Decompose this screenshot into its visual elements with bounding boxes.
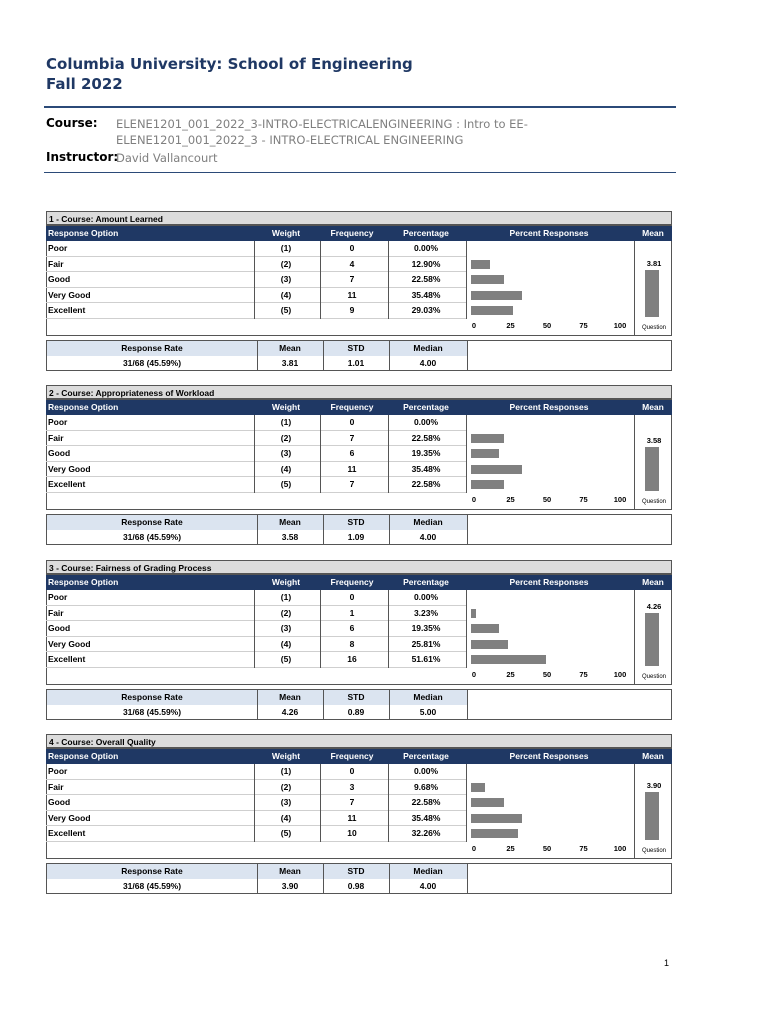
response-bar	[471, 275, 504, 284]
table-row	[46, 621, 466, 637]
summary-header-std: STD	[323, 515, 389, 530]
summary-divider	[257, 690, 258, 719]
summary-std: 0.89	[347, 707, 365, 717]
x-tick-label: 100	[613, 844, 627, 853]
column-divider	[254, 764, 255, 842]
x-tick-label: 50	[542, 321, 552, 330]
row-frequency: 4	[349, 258, 355, 269]
question-axis-label: Question	[641, 499, 666, 505]
row-frequency: 7	[349, 274, 355, 284]
row-percentage: 22.58%	[411, 432, 441, 443]
x-tick-label: 0	[471, 495, 477, 504]
row-weight: (3)	[280, 797, 292, 807]
header-option: Response Option	[48, 228, 119, 238]
summary-table	[46, 863, 672, 894]
response-bar	[471, 640, 508, 649]
summary-divider	[323, 864, 324, 893]
summary-header-mean: Mean	[257, 690, 323, 705]
header-frequency: Frequency	[330, 751, 374, 761]
row-percentage: 25.81%	[411, 638, 441, 649]
summary-std: 1.09	[347, 532, 365, 542]
x-tick-label: 50	[542, 844, 552, 853]
row-option: Fair	[48, 607, 64, 618]
x-tick-label: 100	[613, 321, 627, 330]
table-header-row	[46, 575, 672, 590]
course-value: ELENE1201_001_2022_3-INTRO-ELECTRICALENGINEERING : Intro to EE-ELENE1201_001_2022_3 - INTRO-ELECTRICAL ENGINEERING	[116, 117, 528, 147]
mean-value-label: 3.58	[646, 435, 662, 445]
row-percentage: 19.35%	[411, 448, 441, 458]
header-mean: Mean	[642, 402, 664, 412]
row-percentage: 22.58%	[411, 797, 441, 807]
response-bar	[471, 260, 490, 269]
mean-bar	[645, 792, 659, 840]
summary-header-rate: Response Rate	[47, 515, 257, 530]
table-row	[46, 446, 466, 462]
row-weight: (3)	[280, 623, 292, 633]
x-tick-label: 25	[506, 844, 515, 853]
row-frequency: 3	[349, 781, 355, 792]
mean-value-label: 4.26	[646, 602, 662, 612]
x-tick-label: 50	[542, 495, 552, 504]
row-option: Poor	[48, 592, 68, 602]
summary-median: 4.00	[419, 881, 437, 891]
question-axis-label: Question	[641, 848, 666, 854]
row-frequency: 0	[349, 243, 355, 253]
row-option: Fair	[48, 432, 64, 443]
summary-median: 4.00	[419, 358, 437, 368]
row-frequency: 7	[349, 479, 355, 489]
response-bar	[471, 465, 522, 474]
row-percentage: 29.03%	[411, 305, 441, 315]
row-percentage: 32.26%	[411, 828, 441, 838]
row-weight: (4)	[280, 638, 292, 649]
percent-responses-chart	[466, 764, 672, 859]
row-frequency: 0	[349, 417, 355, 427]
header-frequency: Frequency	[330, 577, 374, 587]
row-percentage: 22.58%	[411, 274, 441, 284]
x-tick-label: 0	[471, 321, 477, 330]
row-weight: (4)	[280, 812, 292, 823]
column-divider	[320, 590, 321, 668]
mean-value-label: 3.81	[646, 258, 662, 268]
row-option: Good	[48, 274, 71, 284]
summary-divider	[467, 515, 468, 544]
row-option: Good	[48, 797, 71, 807]
row-weight: (5)	[280, 654, 292, 664]
row-weight: (2)	[280, 781, 292, 792]
header-percentage: Percentage	[403, 577, 449, 587]
header-mean: Mean	[642, 577, 664, 587]
response-bar	[471, 291, 522, 300]
summary-mean: 3.58	[281, 532, 299, 542]
summary-divider	[467, 341, 468, 370]
summary-rate: 31/68 (45.59%)	[122, 532, 182, 542]
row-weight: (5)	[280, 828, 292, 838]
summary-header-mean: Mean	[257, 864, 323, 879]
term-heading: Fall 2022	[46, 75, 123, 93]
header-option: Response Option	[48, 577, 119, 587]
table-row	[46, 415, 466, 431]
row-frequency: 7	[349, 432, 355, 443]
header-percentage: Percentage	[403, 402, 449, 412]
table-row	[46, 637, 466, 653]
table-row	[46, 811, 466, 827]
header-frequency: Frequency	[330, 402, 374, 412]
response-bar	[471, 829, 518, 838]
table-row	[46, 477, 466, 493]
response-bar	[471, 306, 513, 315]
response-bar	[471, 655, 546, 664]
summary-mean: 3.90	[281, 881, 299, 891]
response-bar	[471, 783, 485, 792]
row-weight: (3)	[280, 274, 292, 284]
x-tick-label: 25	[506, 495, 515, 504]
summary-rate: 31/68 (45.59%)	[122, 358, 182, 368]
table-row	[46, 288, 466, 304]
header-option: Response Option	[48, 751, 119, 761]
row-percentage: 51.61%	[411, 654, 441, 664]
mean-chart	[634, 241, 673, 336]
summary-table	[46, 689, 672, 720]
x-tick-label: 25	[506, 321, 515, 330]
row-percentage: 0.00%	[413, 417, 439, 427]
summary-divider	[467, 864, 468, 893]
question-axis-label: Question	[641, 325, 666, 331]
row-frequency: 0	[349, 766, 355, 776]
summary-median: 5.00	[419, 707, 437, 717]
summary-divider	[389, 864, 390, 893]
summary-table	[46, 514, 672, 545]
row-percentage: 35.48%	[411, 289, 441, 300]
row-frequency: 16	[347, 654, 357, 664]
row-weight: (2)	[280, 607, 292, 618]
question-title: 1 - Course: Amount Learned	[46, 211, 672, 225]
question-title: 3 - Course: Fairness of Grading Process	[46, 560, 672, 574]
summary-rate: 31/68 (45.59%)	[122, 707, 182, 717]
row-option: Very Good	[48, 812, 91, 823]
header-percent-responses: Percent Responses	[509, 228, 589, 238]
question-block	[46, 734, 672, 894]
table-row	[46, 795, 466, 811]
row-weight: (5)	[280, 305, 292, 315]
response-bar	[471, 798, 504, 807]
row-option: Very Good	[48, 289, 91, 300]
row-percentage: 35.48%	[411, 812, 441, 823]
column-divider	[388, 415, 389, 493]
header-percentage: Percentage	[403, 228, 449, 238]
summary-divider	[323, 341, 324, 370]
response-bar	[471, 624, 499, 633]
page-number: 1	[664, 958, 670, 968]
summary-header-rate: Response Rate	[47, 690, 257, 705]
header-option: Response Option	[48, 402, 119, 412]
row-option: Very Good	[48, 463, 91, 474]
summary-std: 0.98	[347, 881, 365, 891]
row-weight: (2)	[280, 258, 292, 269]
summary-header-median: Median	[389, 341, 467, 356]
summary-header-std: STD	[323, 690, 389, 705]
header-percent-responses: Percent Responses	[509, 577, 589, 587]
row-frequency: 11	[347, 289, 357, 300]
summary-std: 1.01	[347, 358, 365, 368]
mean-value-label: 3.90	[646, 780, 662, 790]
column-divider	[320, 415, 321, 493]
row-weight: (1)	[280, 243, 292, 253]
header-mean: Mean	[642, 228, 664, 238]
table-row	[46, 303, 466, 319]
row-frequency: 9	[349, 305, 355, 315]
summary-mean: 3.81	[281, 358, 299, 368]
instructor-label: Instructor:	[46, 150, 119, 164]
x-tick-label: 75	[579, 670, 588, 679]
table-row	[46, 826, 466, 842]
summary-median: 4.00	[419, 532, 437, 542]
summary-table	[46, 340, 672, 371]
x-tick-label: 0	[471, 670, 477, 679]
percent-responses-chart	[466, 415, 672, 510]
response-bar	[471, 609, 476, 618]
summary-header-mean: Mean	[257, 515, 323, 530]
row-frequency: 11	[347, 463, 357, 474]
summary-header-median: Median	[389, 690, 467, 705]
row-option: Good	[48, 448, 71, 458]
row-option: Poor	[48, 766, 68, 776]
x-tick-label: 75	[579, 321, 588, 330]
row-frequency: 7	[349, 797, 355, 807]
mean-bar	[645, 270, 659, 317]
summary-header-rate: Response Rate	[47, 864, 257, 879]
table-row	[46, 431, 466, 447]
row-option: Fair	[48, 781, 64, 792]
summary-header-rate: Response Rate	[47, 341, 257, 356]
row-option: Excellent	[48, 654, 86, 664]
row-weight: (2)	[280, 432, 292, 443]
column-divider	[254, 241, 255, 319]
table-header-row	[46, 226, 672, 241]
summary-header-median: Median	[389, 864, 467, 879]
table-row	[46, 652, 466, 668]
row-option: Poor	[48, 417, 68, 427]
table-header-row	[46, 400, 672, 415]
column-divider	[254, 590, 255, 668]
header-weight: Weight	[271, 577, 301, 587]
response-bar	[471, 814, 522, 823]
column-divider	[320, 764, 321, 842]
header-divider	[44, 106, 676, 108]
column-divider	[388, 590, 389, 668]
university-heading: Columbia University: School of Engineering	[46, 55, 413, 73]
header-percent-responses: Percent Responses	[509, 402, 589, 412]
row-percentage: 22.58%	[411, 479, 441, 489]
summary-header-std: STD	[323, 864, 389, 879]
mean-chart	[634, 590, 673, 685]
column-divider	[320, 241, 321, 319]
header-weight: Weight	[271, 228, 301, 238]
mean-chart	[634, 764, 673, 859]
question-title: 4 - Course: Overall Quality	[46, 734, 672, 748]
summary-divider	[257, 864, 258, 893]
header-frequency: Frequency	[330, 228, 374, 238]
response-bar	[471, 480, 504, 489]
x-tick-label: 75	[579, 844, 588, 853]
table-row	[46, 462, 466, 478]
row-percentage: 19.35%	[411, 623, 441, 633]
mean-chart	[634, 415, 673, 510]
row-percentage: 9.68%	[413, 781, 439, 792]
summary-header-median: Median	[389, 515, 467, 530]
row-weight: (3)	[280, 448, 292, 458]
x-tick-label: 25	[506, 670, 515, 679]
question-axis-label: Question	[641, 674, 666, 680]
summary-header-mean: Mean	[257, 341, 323, 356]
question-block	[46, 211, 672, 371]
table-row	[46, 764, 466, 780]
header-percent-responses: Percent Responses	[509, 751, 589, 761]
question-block	[46, 560, 672, 720]
row-weight: (1)	[280, 592, 292, 602]
row-percentage: 3.23%	[413, 607, 439, 618]
row-frequency: 6	[349, 623, 355, 633]
row-frequency: 10	[347, 828, 357, 838]
summary-divider	[389, 690, 390, 719]
summary-divider	[257, 515, 258, 544]
row-frequency: 8	[349, 638, 355, 649]
row-weight: (1)	[280, 766, 292, 776]
response-bar	[471, 449, 499, 458]
x-tick-label: 100	[613, 495, 627, 504]
row-percentage: 0.00%	[413, 243, 439, 253]
row-option: Excellent	[48, 828, 86, 838]
summary-divider	[389, 341, 390, 370]
row-frequency: 0	[349, 592, 355, 602]
x-tick-label: 0	[471, 844, 477, 853]
summary-rate: 31/68 (45.59%)	[122, 881, 182, 891]
summary-divider	[257, 341, 258, 370]
summary-mean: 4.26	[281, 707, 299, 717]
instructor-value: David Vallancourt	[116, 151, 218, 165]
header-weight: Weight	[271, 402, 301, 412]
row-option: Very Good	[48, 638, 91, 649]
table-header-row	[46, 749, 672, 764]
column-divider	[254, 415, 255, 493]
row-weight: (5)	[280, 479, 292, 489]
table-row	[46, 272, 466, 288]
row-weight: (4)	[280, 289, 292, 300]
response-bar	[471, 434, 504, 443]
summary-divider	[323, 690, 324, 719]
header-percentage: Percentage	[403, 751, 449, 761]
row-percentage: 12.90%	[411, 258, 441, 269]
course-label: Course:	[46, 116, 98, 130]
summary-divider	[389, 515, 390, 544]
summary-divider	[467, 690, 468, 719]
row-percentage: 0.00%	[413, 766, 439, 776]
row-frequency: 6	[349, 448, 355, 458]
row-percentage: 35.48%	[411, 463, 441, 474]
row-frequency: 11	[347, 812, 357, 823]
summary-divider	[323, 515, 324, 544]
mean-bar	[645, 447, 659, 491]
mean-bar	[645, 613, 659, 666]
summary-header-std: STD	[323, 341, 389, 356]
question-title: 2 - Course: Appropriateness of Workload	[46, 385, 672, 399]
table-row	[46, 590, 466, 606]
row-option: Poor	[48, 243, 68, 253]
table-row	[46, 257, 466, 273]
x-tick-label: 50	[542, 670, 552, 679]
header-weight: Weight	[271, 751, 301, 761]
row-frequency: 1	[349, 607, 355, 618]
row-percentage: 0.00%	[413, 592, 439, 602]
row-weight: (1)	[280, 417, 292, 427]
row-option: Good	[48, 623, 71, 633]
x-tick-label: 75	[579, 495, 588, 504]
percent-responses-chart	[466, 241, 672, 336]
question-block	[46, 385, 672, 545]
table-row	[46, 241, 466, 257]
meta-divider	[44, 172, 676, 173]
column-divider	[388, 764, 389, 842]
percent-responses-chart	[466, 590, 672, 685]
header-mean: Mean	[642, 751, 664, 761]
x-tick-label: 100	[613, 670, 627, 679]
column-divider	[388, 241, 389, 319]
table-row	[46, 780, 466, 796]
row-option: Fair	[48, 258, 64, 269]
row-option: Excellent	[48, 305, 86, 315]
table-row	[46, 606, 466, 622]
row-weight: (4)	[280, 463, 292, 474]
row-option: Excellent	[48, 479, 86, 489]
report-title	[46, 54, 413, 94]
